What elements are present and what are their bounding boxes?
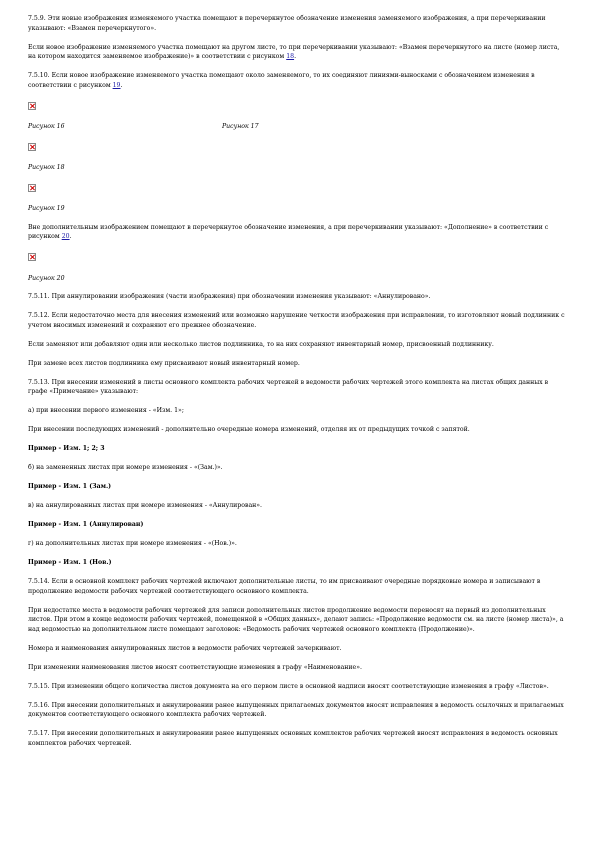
broken-image-icon [28,102,36,110]
paragraph-7-5-11: 7.5.11. При аннулировании изображения (части изображения) при обозначении изменения указывают: «Аннулировано». [28,293,431,300]
paragraph-next-changes: При внесении последующих изменений - дополнительно очередные номера изменений, отделяя их от предыдущих точкой с запятой. [28,426,470,433]
figure-19-link[interactable]: 19 [112,81,121,89]
figure-20-link[interactable]: 20 [61,233,70,240]
paragraph-7-5-9-continued: Если новое изображение изменяемого участка помещают на другом листе, то при перечеркивании указывают: «Взамен перечеркнутого на листе (номер листа, на котором находится заменяемое изображение)» в соответствии с рисунком 18. [28,43,560,60]
broken-image-icon [28,184,36,192]
paragraph-7-5-14: 7.5.14. Если в основной комплект рабочих чертежей включают дополнительные листы, то им присваивают очередные порядковые номера и записывают в продолжение ведомости рабочих чертежей соответствующего основного комплекта. [28,578,541,595]
paragraph-sheet-names: При изменении наименования листов вносят соответствующие изменения в графу «Наименование». [28,663,362,671]
paragraph-new-sheets: Если заменяют или добавляют один или несколько листов подлинника, то на них сохраняют инвентарный номер, присвоенный подлиннику. [28,340,494,348]
figure-16-caption: Рисунок 16 [28,123,65,130]
figure-captions-16-17 [28,122,567,132]
list-item-v: в) на аннулированных листах при номере изменения - «Аннулирован». [28,502,263,509]
paragraph-text: 7.5.10. Если новое изображение изменяемого участка помещают около заменяемого, то их соединяют линиями-выносками с обозначением изменения в соответствии с рисунком [28,72,535,89]
figure-18-link[interactable]: 18 [286,53,295,60]
example-4: Пример - Изм. 1 (Нов.) [28,559,112,566]
figure-19-caption: Рисунок 19 [28,205,65,212]
list-item-b: б) на замененных листах при номере изменения - «(Зам.)». [28,464,223,471]
example-3: Пример - Изм. 1 (Аннулирован) [28,521,144,528]
broken-image-icon [28,253,36,261]
paragraph-text: Вне дополнительным изображением помещают в перечеркнутое обозначение изменения, а при перечеркивании указывают: «Дополнение» в соответствии с рисунком [28,223,549,240]
paragraph-7-5-13: 7.5.13. При внесении изменений в листы основного комплекта рабочих чертежей в ведомости рабочих чертежей этого комплекта на листах общих данных в графе «Примечание» указывают: [28,378,549,395]
example-2: Пример - Изм. 1 (Зам.) [28,483,112,490]
paragraph-7-5-17: 7.5.17. При внесении дополнительных и аннулировании ранее выпущенных основных комплектов рабочих чертежей вносят исправления в ведомость основных комплектов рабочих чертежей. [28,730,558,747]
paragraph-7-5-9: 7.5.9. Эти новые изображения изменяемого участка помещают в перечеркнутое обозначение изменения заменяемого изображения, а при перечеркивании указывают: «Взамен перечеркнутого». [28,15,546,32]
paragraph-7-5-12: 7.5.12. Если недостаточно места для внесения изменений или возможно нарушение четкости изображения при исправлении, то изготовляют новый подлинник с учетом вносимых изменений и сохраняют его прежнее обозначение. [28,312,565,329]
figure-18-caption: Рисунок 18 [28,164,65,171]
figure-20-caption: Рисунок 20 [28,274,65,282]
list-item-g: г) на дополнительных листах при номере изменения - «(Нов.)». [28,540,237,547]
paragraph-cancelled-sheets: Номера и наименования аннулированных листов в ведомости рабочих чертежей зачеркивают. [28,644,342,652]
paragraph-7-5-10: 7.5.10. Если новое изображение изменяемого участка помещают около заменяемого, то их соединяют линиями-выносками с обозначением изменения в соответствии с рисунком 19. [28,72,535,89]
broken-image-icon [28,143,36,151]
paragraph-text: Если новое изображение изменяемого участка помещают на другом листе, то при перечеркивании указывают: «Взамен перечеркнутого на листе (номер листа, на котором находится заменяемое изображение)» в соответствии с рисунком [28,43,560,60]
list-item-a: а) при внесении первого изменения - «Изм. 1»; [28,407,184,414]
paragraph-7-5-16: 7.5.16. При внесении дополнительных и аннулировании ранее выпущенных прилагаемых документов вносят исправления в ведомость ссылочных и прилагаемых документов соответствующего основного комплекта рабочих чертежей. [28,701,564,718]
example-1: Пример - Изм. 1; 2; 3 [28,445,105,452]
paragraph-lack-of-space: При недостатке места в ведомости рабочих чертежей для записи дополнительных листов продолжение ведомости переносят на первый из дополнительных листов. При этом в конце ведомости рабочих чертежей, помещенной в «Общих данных», делают запись: «Продолжение ведомости см. на листе (номер листа)», а над ведомостью на дополнительном листе помещают заголовок: «Ведомость рабочих чертежей основного комплекта (Продолжение)». [28,606,564,633]
paragraph-all-sheets: При замене всех листов подлинника ему присваивают новый инвентарный номер. [28,359,300,367]
paragraph-addition: Вне дополнительным изображением помещают в перечеркнутое обозначение изменения, а при перечеркивании указывают: «Дополнение» в соответствии с рисунком 20. [28,223,549,240]
figure-17-caption: Рисунок 17 [222,123,259,130]
paragraph-7-5-15: 7.5.15. При изменении общего количества листов документа на его первом листе в основной надписи вносят соответствующие изменения в графу «Листов». [28,682,549,690]
